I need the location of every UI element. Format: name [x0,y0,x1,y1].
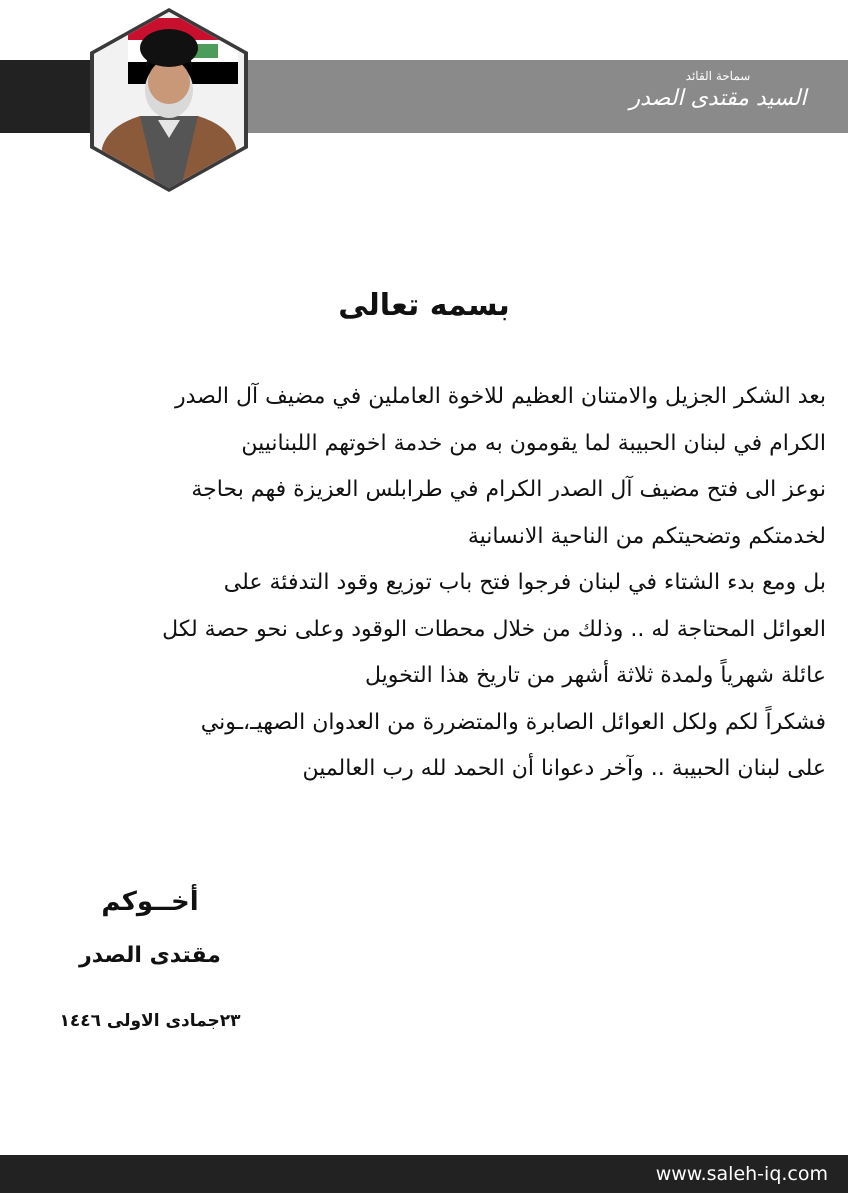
body-line: بعد الشكر الجزيل والامتنان العظيم للاخوة العاملين في مضيف آل الصدر [174,384,826,409]
body-line: فشكراً لكم ولكل العوائل الصابرة والمتضررة من العدوان الصهيـ،ـوني [200,709,826,735]
calligraphy-logo [628,68,808,126]
body-line: العوائل المحتاجة له .. وذلك من خلال محطات الوقود وعلى نحو حصة لكل [162,616,826,642]
signature-closing: أخــوكم [101,887,199,917]
signature-block [30,880,270,1036]
body-line: الكرام في لبنان الحبيبة لما يقومون به من خدمة اخوتهم اللبنانيين [241,430,826,456]
logo-title-large: السيد مقتدى الصدر [629,86,807,111]
letter-body [22,374,826,793]
website-link[interactable]: www.saleh-iq.com [655,1163,828,1185]
body-line: عائلة شهرياً ولمدة ثلاثة أشهر من تاريخ هذا التخويل [364,663,826,688]
signature-name: مقتدى الصدر [79,943,221,968]
header-dark-strip [0,60,100,133]
body-line: نوعز الى فتح مضيف آل الصدر الكرام في طرابلس العزيزة فهم بحاجة [191,477,826,502]
portrait-image [88,8,250,192]
body-line: بل ومع بدء الشتاء في لبنان فرجوا فتح باب توزيع وقود التدفئة على [223,570,826,595]
logo-title-small: سماحة القائد [685,69,751,83]
signature-date: ٢٣جمادى الاولى ١٤٤٦ [59,1011,241,1031]
body-line: على لبنان الحبيبة .. وآخر دعوانا أن الحمد لله رب العالمين [302,756,826,781]
body-line: لخدمتكم وتضحيتكم من الناحية الانسانية [467,523,826,549]
document-title: بسمه تعالى [338,288,510,323]
footer-bar [0,1155,848,1193]
